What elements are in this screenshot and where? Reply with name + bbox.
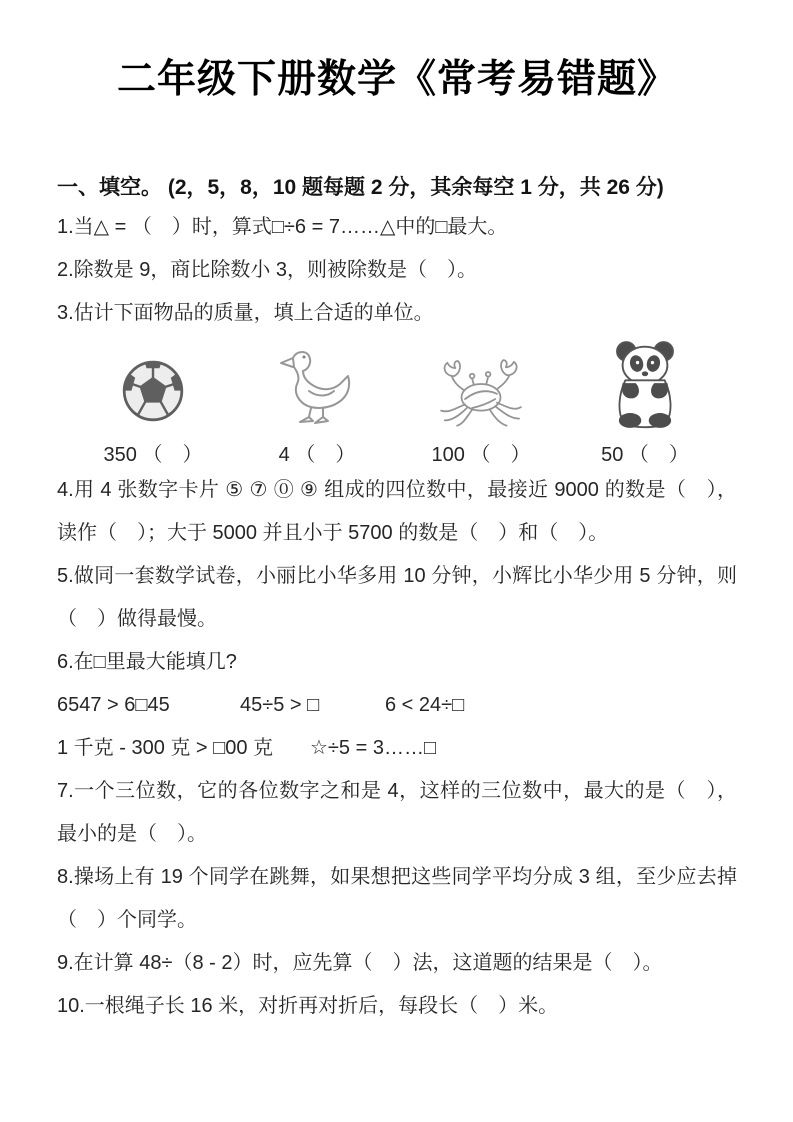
duck-icon bbox=[273, 339, 361, 431]
question-7: 7.一个三位数，它的各位数字之和是 4，这样的三位数中，最大的是（ ），最小的是（ ）。 bbox=[57, 780, 737, 845]
soccer-ball-icon bbox=[113, 339, 193, 431]
q6-expression-5: ☆÷5 = 3……□ bbox=[310, 737, 437, 759]
question-4: 4.用 4 张数字卡片 ⑤ ⑦ ⓪ ⑨ 组成的四位数中，最接近 9000 的数是（ ），读作（ ）；大于 5000 并且小于 5700 的数是（ ）和（ ）。 bbox=[57, 479, 737, 544]
estimation-item-duck bbox=[235, 339, 399, 467]
question-6-heading: 6.在□里最大能填几? bbox=[57, 651, 237, 673]
question-1: 1.当△ = （ ）时，算式□÷6 = 7……△中的□最大。 bbox=[57, 216, 508, 238]
estimation-item-soccer-ball bbox=[71, 339, 235, 467]
panda-icon bbox=[603, 339, 687, 431]
estimation-label: 100 （ ） bbox=[431, 444, 531, 466]
page-title: 二年级下册数学《常考易错题》 bbox=[116, 58, 677, 101]
question-2: 2.除数是 9，商比除数小 3，则被除数是（ ）。 bbox=[57, 259, 478, 281]
question-6-row-1 bbox=[57, 684, 737, 727]
q6-expression-3: 6 < 24÷□ bbox=[385, 694, 465, 716]
estimation-item-crab bbox=[399, 339, 563, 467]
question-6-row-2 bbox=[57, 727, 737, 770]
question-5: 5.做同一套数学试卷，小丽比小华多用 10 分钟，小辉比小华少用 5 分钟，则（ ）做得最慢。 bbox=[57, 565, 737, 630]
section-heading: 一、填空。 (2，5，8，10 题每题 2 分，其余每空 1 分，共 26 分) bbox=[57, 176, 664, 199]
q6-expression-1: 6547 > 6□45 bbox=[57, 694, 170, 716]
q6-expression-4: 1 千克 - 300 克 > □00 克 bbox=[57, 737, 274, 759]
q6-expression-2: 45÷5 > □ bbox=[240, 694, 320, 716]
question-3: 3.估计下面物品的质量，填上合适的单位。 bbox=[57, 302, 434, 324]
estimation-label: 50 （ ） bbox=[601, 444, 689, 466]
estimation-label: 4 （ ） bbox=[278, 444, 356, 466]
estimation-item-panda bbox=[563, 339, 727, 467]
estimation-label: 350 （ ） bbox=[103, 444, 203, 466]
question-10: 10.一根绳子长 16 米，对折再对折后，每段长（ ）米。 bbox=[57, 995, 559, 1017]
crab-icon bbox=[424, 339, 538, 431]
question-9: 9.在计算 48÷（8 - 2）时，应先算（ ）法，这道题的结果是（ ）。 bbox=[57, 952, 663, 974]
question-8: 8.操场上有 19 个同学在跳舞，如果想把这些同学平均分成 3 组，至少应去掉（ ）个同学。 bbox=[57, 866, 737, 931]
estimation-row bbox=[57, 339, 737, 467]
